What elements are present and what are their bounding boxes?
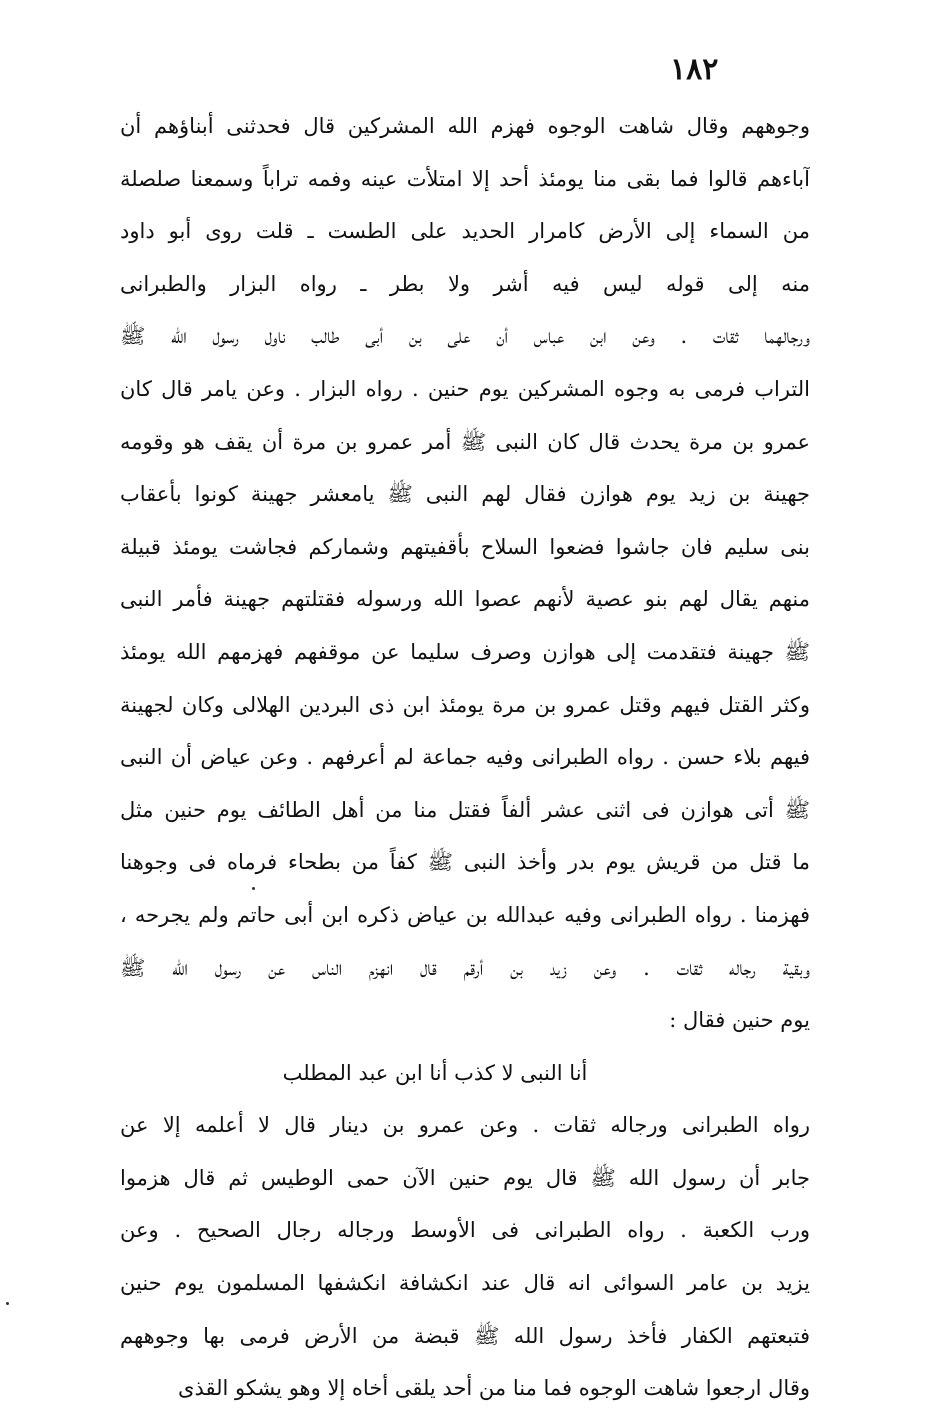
text-line: فتبعتهم الكفار فأخذ رسول الله ﷺ قبضة من الأرض فرمى بها وجوههم — [120, 1323, 810, 1348]
text-line: جهينة بن زيد يوم هوازن فقال لهم النبى ﷺ يامعشر جهينة كونوا بأعقاب — [120, 482, 810, 507]
text-line: بنى سليم فان جاشوا فضعوا السلاح بأقفيتهم وشماركم فجاشت يومئذ قبيلة — [120, 534, 810, 559]
text-line: جابر أن رسول الله ﷺ قال يوم حنين الآن حمى الوطيس ثم قال هزموا — [120, 1165, 810, 1190]
text-line: فهزمنا . رواه الطبرانى وفيه عبدالله بن عياض ذكره ابن أبى حاتم ولم يجرحه ، — [120, 902, 810, 927]
text-line: وبقية رجاله ثقات . وعن زيد بن أرقم قال انهزم الناس عن رسول الله ﷺ — [120, 955, 810, 980]
text-line: آباءهم قالوا فما بقى منا يومئذ أحد إلا امتلأت عينه وفمه تراباً وسمعنا صلصلة — [120, 166, 810, 191]
text-line: عمرو بن مرة يحدث قال كان النبى ﷺ أمر عمرو بن مرة أن يقف هو وقومه — [120, 429, 810, 454]
text-line: ﷺ أتى هوازن فى اثنى عشر ألفاً فقتل منا من أهل الطائف يوم حنين مثل — [120, 797, 810, 822]
text-line: ما قتل من قريش يوم بدر وأخذ النبى ﷺ كفاً من بطحاء فرماه فى وجوهنا — [120, 850, 810, 875]
text-line: ﷺ جهينة فتقدمت إلى هوازن وصرف سليما عن موقفهم فهزمهم الله يومئذ — [120, 639, 810, 664]
body-text — [120, 100, 810, 1415]
page-number: ١٨٢ — [670, 52, 719, 87]
text-line: وكثر القتل فيهم وقتل عمرو بن مرة يومئذ ابن ذى البردين الهلالى وكان لجهينة — [120, 692, 810, 717]
text-line: رواه الطبرانى ورجاله ثقات . وعن عمرو بن دينار قال لا أعلمه إلا عن — [120, 1113, 810, 1138]
text-line: التراب فرمى به وجوه المشركين يوم حنين . رواه البزار . وعن يامر قال كان — [120, 376, 810, 401]
poetry-verse: أنا النبى لا كذب أنا ابن عبد المطلب — [282, 1060, 588, 1085]
ink-speck — [6, 1302, 9, 1305]
text-line: يزيد بن عامر السوائى انه قال عند انكشافة انكشفها المسلمون يوم حنين — [120, 1271, 810, 1296]
ink-speck — [252, 887, 255, 890]
text-line: ورجالهما ثقات . وعن ابن عباس أن على بن أبى طالب ناول رسول الله ﷺ — [120, 324, 810, 349]
text-line: من السماء إلى الأرض كامرار الحديد على الطست ـ قلت روى أبو داود — [120, 219, 810, 244]
text-line: منه إلى قوله ليس فيه أشر ولا بطر ـ رواه البزار والطبرانى — [120, 271, 810, 296]
text-line: وجوههم وقال شاهت الوجوه فهزم الله المشركين قال فحدثنى أبناؤهم أن — [120, 114, 810, 138]
text-line: فيهم بلاء حسن . رواه الطبرانى وفيه جماعة لم أعرفهم . وعن عياض أن النبى — [120, 745, 810, 770]
text-line: ورب الكعبة . رواه الطبرانى فى الأوسط ورجاله رجال الصحيح . وعن — [120, 1218, 810, 1243]
text-line: يوم حنين فقال : — [669, 1008, 810, 1033]
text-line: منهم يقال لهم بنو عصية لأنهم عصوا الله ورسوله فقتلتهم جهينة فأمر النبى — [120, 587, 810, 612]
text-line: وقال ارجعوا شاهت الوجوه فما منا من أحد يلقى أخاه إلا وهو يشكو القذى — [178, 1376, 810, 1401]
